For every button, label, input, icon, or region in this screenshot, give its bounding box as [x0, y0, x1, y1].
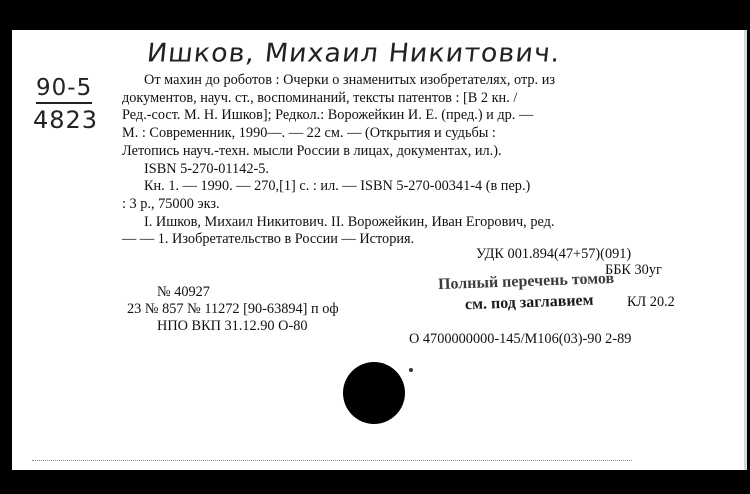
entry-line-3: Ред.-сост. М. Н. Ишков]; Редкол.: Ворожейкин И. Е. (пред.) и др. — [122, 107, 534, 124]
entry-line-1: От махин до роботов : Очерки о знаменитых изобретателях, отр. из [144, 72, 556, 88]
scan-dots [32, 460, 632, 461]
code-line: О 4700000000-145/М106(03)-90 2-89 [409, 331, 632, 347]
entry-line-5: Летопись науч.-техн. мысли России в лицах, документах, ил.). [122, 142, 502, 159]
entry-line-2: документов, науч. ст., воспоминаний, тексты патентов : [В 2 кн. / [122, 89, 518, 106]
isbn-line: ISBN 5-270-01142-5. [144, 160, 269, 177]
handwritten-shelf-bottom: 4823 [33, 106, 99, 134]
stamp-line-2: см. под заглавием [464, 291, 594, 314]
ink-dot [409, 368, 413, 372]
stamp-line-1: Полный перечень томов [437, 269, 615, 294]
catalog-card [12, 30, 747, 470]
handwritten-author: Ишков, Михаил Никитович. [145, 38, 563, 69]
udk-code: УДК 001.894(47+57)(091) [476, 246, 632, 262]
handwritten-shelf-top: 90-5 [36, 75, 92, 104]
punch-hole [343, 362, 405, 424]
kl-code: КЛ 20.2 [627, 294, 675, 310]
bbk-code: ББК 30уг [605, 262, 662, 278]
book-line-2: : 3 р., 75000 экз. [122, 195, 220, 212]
entry-line-4: М. : Современник, 1990—. — 22 см. — (Открытия и судьбы : [122, 125, 496, 142]
tracing-line-2: — — 1. Изобретательство в России — История. [122, 231, 415, 248]
tracing-line-1: I. Ишков, Михаил Никитович. II. Ворожейкин, Иван Егорович, ред. [144, 213, 555, 230]
record-number: № 40927 [157, 284, 210, 300]
npo-line: НПО ВКП 31.12.90 О-80 [157, 318, 308, 334]
book-line-1: Кн. 1. — 1990. — 270,[1] с. : ил. — ISBN 5-270-00341-4 (в пер.) [144, 178, 531, 195]
bibliographic-entry [122, 72, 694, 249]
order-line: 23 № 857 № 11272 [90-63894] п оф [127, 301, 339, 317]
